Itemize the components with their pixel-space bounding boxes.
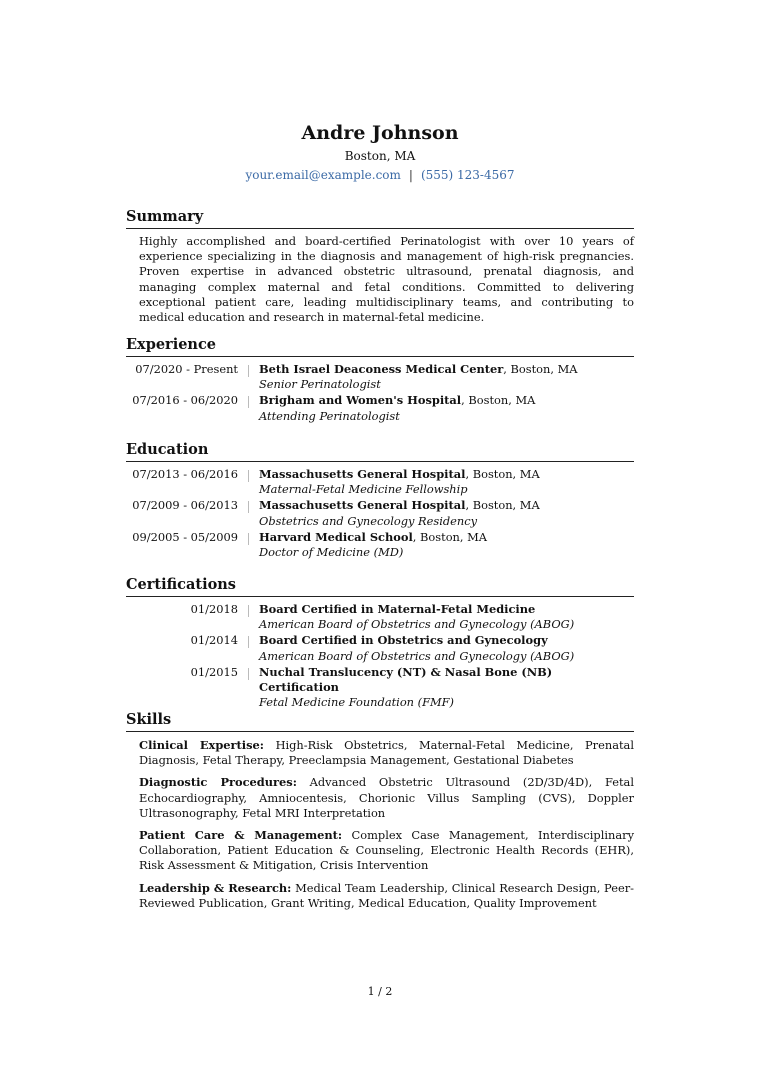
entry-organization: Harvard Medical School	[259, 529, 413, 544]
date-divider	[248, 605, 249, 617]
entry-role: Maternal-Fetal Medicine Fellowship	[259, 482, 468, 497]
entry-organization: Brigham and Women's Hospital	[259, 393, 462, 408]
entry-date: 01/2014	[190, 633, 238, 648]
candidate-name: Andre Johnson	[301, 122, 459, 144]
date-divider	[248, 533, 249, 545]
skill-text: High-Risk Obstetrics, Maternal-Fetal Medicine, Prenatal Diagnosis, Fetal Therapy, Preeclampsia Management, Gestational Diabetes	[139, 738, 634, 768]
entry-issuer: American Board of Obstetrics and Gynecology (ABOG)	[259, 617, 575, 632]
entry-organization: Board Certified in Obstetrics and Gynecology	[259, 633, 548, 648]
section-title-summary: Summary	[126, 208, 634, 229]
candidate-location: Boston, MA	[344, 149, 416, 163]
education-entry	[126, 498, 634, 528]
skill-item	[139, 828, 634, 874]
entry-date: 07/2013 - 06/2016	[132, 467, 238, 481]
skills-section	[126, 711, 634, 918]
section-title-education: Education	[126, 441, 634, 462]
entry-role: Senior Perinatologist	[259, 377, 381, 392]
entry-body	[259, 602, 574, 632]
entry-location: , Boston, MA	[503, 362, 578, 376]
entry-date: 09/2005 - 05/2009	[132, 529, 238, 544]
date-divider	[248, 396, 249, 408]
certifications-section	[126, 576, 634, 711]
entry-body	[259, 467, 540, 497]
certification-entry	[126, 602, 634, 632]
experience-entry	[126, 362, 634, 392]
entry-date: 07/2020 - Present	[135, 362, 238, 376]
skill-label: Diagnostic Procedures:	[139, 775, 297, 790]
entry-date: 01/2015	[190, 664, 238, 679]
date-divider	[248, 365, 249, 377]
entry-date: 07/2009 - 06/2013	[132, 498, 238, 513]
skill-text: Advanced Obstetric Ultrasound (2D/3D/4D), Fetal Echocardiography, Amniocentesis, Chorionic Villus Sampling (CVS), Doppler Ultrasonography, Fetal MRI Interpretation	[139, 775, 634, 820]
education-entry	[126, 530, 634, 560]
entry-body	[259, 498, 540, 528]
contact-line	[0, 167, 760, 183]
entry-issuer: American Board of Obstetrics and Gynecology (ABOG)	[259, 648, 575, 663]
entry-location: , Boston, MA	[461, 393, 536, 408]
page-number: 1 / 2	[367, 985, 393, 998]
entry-issuer: Fetal Medicine Foundation (FMF)	[259, 695, 454, 710]
email-link[interactable]: your.email@example.com	[245, 168, 401, 182]
entry-organization: Board Certified in Maternal-Fetal Medicine	[259, 602, 536, 616]
section-title-experience: Experience	[126, 336, 634, 357]
education-section	[126, 441, 634, 561]
skill-item	[139, 881, 634, 911]
resume-header	[0, 120, 760, 183]
entry-role: Obstetrics and Gynecology Residency	[259, 513, 478, 528]
certifications-list	[126, 602, 634, 710]
entry-location: , Boston, MA	[465, 467, 540, 481]
date-divider	[248, 636, 249, 648]
section-title-certifications: Certifications	[126, 576, 634, 597]
education-entry	[126, 467, 634, 497]
entry-date: 07/2016 - 06/2020	[132, 393, 238, 408]
skill-text: Complex Case Management, Interdisciplinary Collaboration, Patient Education & Counseling, Electronic Health Records (EHR), Risk Assessment & Mitigation, Crisis Intervention	[139, 828, 634, 873]
entry-body	[259, 530, 487, 560]
skill-item	[139, 738, 634, 768]
skill-item	[139, 775, 634, 821]
entry-body	[259, 393, 535, 423]
entry-body	[259, 633, 574, 663]
education-list	[126, 467, 634, 560]
entry-location: , Boston, MA	[412, 529, 488, 544]
entry-location: , Boston, MA	[465, 498, 540, 513]
entry-body	[259, 665, 634, 711]
date-divider	[248, 501, 249, 513]
date-divider	[248, 470, 249, 482]
experience-entry	[126, 393, 634, 423]
contact-separator: |	[408, 168, 413, 182]
certification-entry	[126, 665, 634, 711]
skills-list	[139, 738, 634, 911]
entry-body	[259, 362, 577, 392]
skill-label: Clinical Expertise:	[139, 738, 265, 752]
entry-role: Doctor of Medicine (MD)	[259, 545, 404, 560]
entry-role: Attending Perinatologist	[259, 408, 400, 423]
experience-list	[126, 362, 634, 424]
entry-organization: Beth Israel Deaconess Medical Center	[259, 362, 504, 376]
phone-link[interactable]: (555) 123-4567	[420, 168, 515, 182]
summary-section	[126, 208, 634, 325]
certification-entry	[126, 633, 634, 663]
entry-date: 01/2018	[190, 602, 238, 616]
date-divider	[248, 668, 249, 680]
skill-text: Medical Team Leadership, Clinical Research Design, Peer-Reviewed Publication, Grant Writing, Medical Education, Quality Improvement	[139, 880, 634, 910]
entry-organization: Massachusetts General Hospital	[259, 498, 466, 513]
experience-section	[126, 336, 634, 425]
entry-organization: Nuchal Translucency (NT) & Nasal Bone (NB) Certification	[259, 664, 553, 695]
section-title-skills: Skills	[126, 711, 634, 732]
skill-label: Patient Care & Management:	[139, 828, 343, 843]
entry-organization: Massachusetts General Hospital	[259, 467, 466, 481]
skill-label: Leadership & Research:	[139, 880, 292, 895]
summary-text: Highly accomplished and board-certified Perinatologist with over 10 years of experience specializing in the diagnosis and management of high-risk pregnancies. Proven expertise in advanced obstetric ultrasound, prenatal diagnosis, and managing complex maternal and fetal conditions. Committed to delivering exceptional patient care, leading multidisciplinary teams, and contributing to medical education and research in maternal-fetal medicine.	[139, 234, 634, 325]
